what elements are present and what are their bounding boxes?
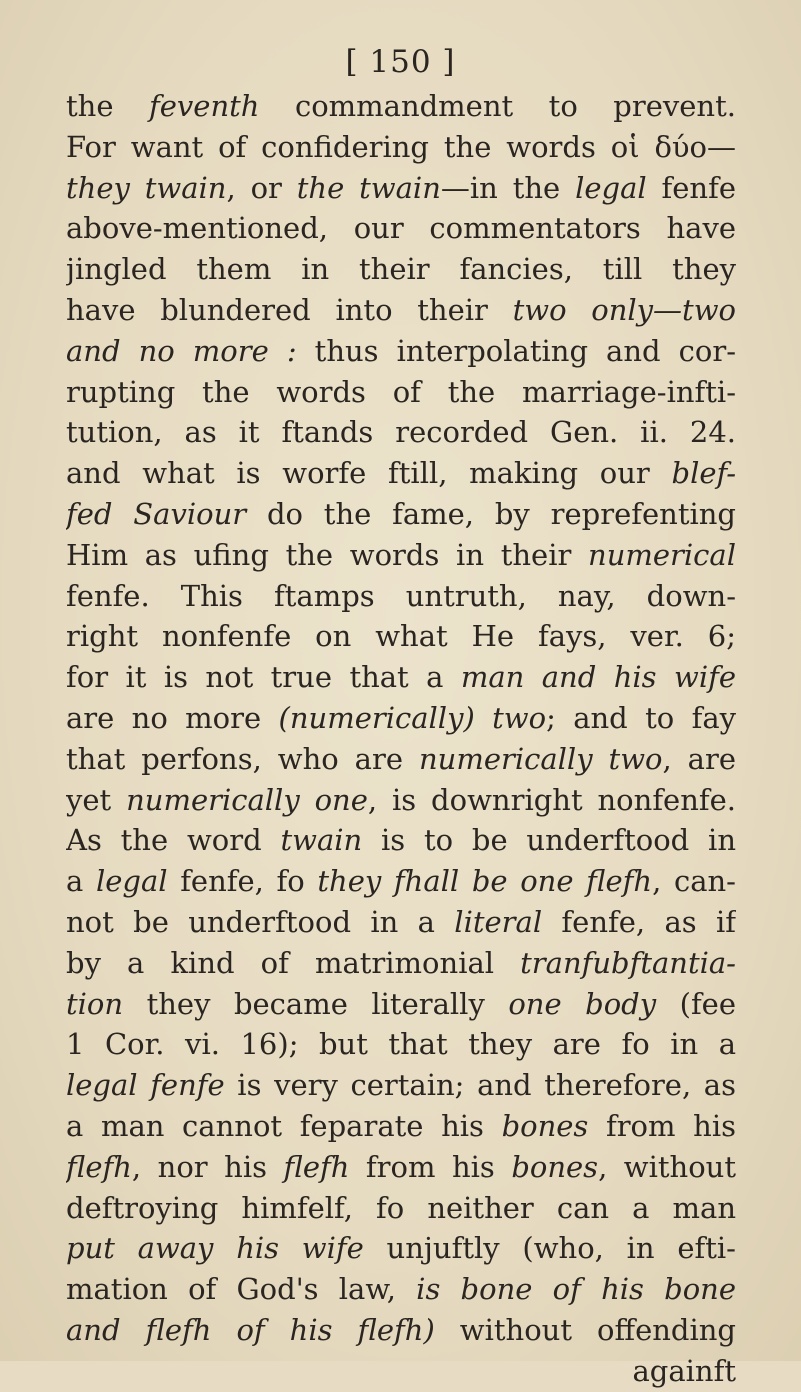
text-run: right nonfenfe on what He fays, ver. 6; — [66, 619, 736, 654]
text-run: , without — [598, 1149, 736, 1184]
text-run: thus interpolating and cor- — [296, 333, 736, 368]
text-line — [66, 249, 736, 290]
italic-run: is bone of his bone — [416, 1272, 736, 1307]
text-run: For want of confidering the words οἱ δύο— — [66, 129, 736, 164]
text-run: the — [66, 89, 149, 123]
text-run: not be underftood in a — [66, 904, 455, 939]
text-run: deftroying himfelf, fo neither can a man — [66, 1190, 736, 1225]
text-run: fenfe, as if — [542, 904, 736, 939]
italic-run: they fhall be one flefh — [317, 864, 653, 899]
text-run: fenfe. This ftamps untruth, nay, down- — [66, 578, 736, 613]
text-run: —in the — [440, 170, 576, 205]
italic-run: flefh — [66, 1149, 132, 1184]
italic-run: flefh — [283, 1149, 350, 1184]
italic-run: numerically two — [418, 741, 663, 776]
text-run: , can- — [652, 864, 736, 899]
text-line — [66, 698, 736, 739]
italic-run: and flefh of his flefh) — [66, 1312, 435, 1347]
italic-run: literal — [454, 904, 543, 939]
italic-run: and no more : — [66, 333, 297, 368]
text-line — [66, 780, 736, 821]
italic-run: legal — [575, 170, 647, 205]
text-line — [66, 657, 736, 698]
text-line — [66, 412, 736, 453]
text-run: , nor his — [131, 1149, 284, 1184]
text-run: fenfe — [646, 170, 736, 205]
text-run: unjuftly (who, in efti- — [363, 1231, 736, 1266]
italic-run: numerically one — [126, 782, 368, 817]
italic-run: feventh — [149, 89, 260, 123]
text-line — [66, 902, 736, 943]
text-line — [66, 1147, 736, 1188]
italic-run: bones — [501, 1108, 589, 1143]
italic-run: tranfubftantia- — [520, 945, 736, 980]
text-line — [66, 739, 736, 780]
text-line — [66, 1065, 736, 1106]
italic-run: put away his wife — [66, 1231, 364, 1266]
text-line — [66, 984, 736, 1025]
italic-run: (numerically) two — [278, 700, 547, 735]
text-line — [66, 820, 736, 861]
text-line — [66, 453, 736, 494]
text-line — [66, 943, 736, 984]
italic-run: two only—two — [512, 292, 736, 327]
text-run: are no more — [66, 700, 279, 735]
text-run: mation of God's law, — [66, 1272, 417, 1307]
text-run: againft — [632, 1353, 736, 1388]
text-run: , or — [226, 170, 297, 205]
text-run: yet — [66, 782, 127, 817]
body-text — [66, 86, 736, 1392]
italic-run: one body — [508, 986, 657, 1021]
text-line — [66, 1269, 736, 1310]
text-run: above-mentioned, our commentators have — [66, 211, 736, 246]
text-run: they became literally — [123, 986, 509, 1021]
italic-run: tion — [66, 986, 124, 1021]
italic-run: blef- — [671, 456, 736, 491]
page-number: [ 150 ] — [345, 44, 456, 80]
text-run: fenfe, fo — [167, 864, 318, 899]
italic-run: the twain — [296, 170, 441, 205]
text-line — [66, 535, 736, 576]
text-line — [66, 1310, 736, 1351]
text-run: 1 Cor. vi. 16); but that they are fo in a — [66, 1027, 736, 1062]
text-run: by a kind of matrimonial — [66, 945, 521, 980]
text-run: for it is not true that a — [66, 660, 461, 695]
text-line — [66, 1106, 736, 1147]
text-line — [66, 372, 736, 413]
text-line — [66, 861, 736, 902]
text-run: jingled them in their fancies, till they — [66, 252, 736, 287]
text-run: and what is worfe ftill, making our — [66, 456, 672, 491]
text-run: a — [66, 864, 96, 899]
italic-run: man and his wife — [460, 660, 736, 695]
text-run: from his — [588, 1108, 736, 1143]
italic-run: numerical — [588, 537, 736, 572]
text-line — [66, 86, 736, 127]
text-run: As the word — [66, 823, 281, 858]
text-run: is to be underftood in — [362, 823, 736, 858]
text-run: without offending — [434, 1312, 736, 1347]
text-run: tution, as it ftands recorded Gen. ii. 24. — [66, 415, 736, 450]
text-line — [66, 1188, 736, 1229]
text-run: have blundered into their — [66, 292, 513, 327]
text-line — [66, 1228, 736, 1269]
text-line — [66, 1351, 736, 1392]
text-run: is very certain; and therefore, as — [224, 1068, 736, 1103]
text-line — [66, 290, 736, 331]
text-line — [66, 127, 736, 168]
italic-run: bones — [511, 1149, 599, 1184]
italic-run: legal fenfe — [66, 1068, 225, 1103]
text-line — [66, 1024, 736, 1065]
text-run: commandment to prevent. — [259, 89, 736, 123]
text-line — [66, 494, 736, 535]
text-line — [66, 576, 736, 617]
text-run: Him as ufing the words in their — [66, 537, 589, 572]
text-run: from his — [349, 1149, 512, 1184]
text-run: a man cannot feparate his — [66, 1108, 502, 1143]
text-run: , are — [662, 741, 736, 776]
italic-run: they twain — [66, 170, 227, 205]
italic-run: twain — [280, 823, 363, 858]
italic-run: fed Saviour — [66, 496, 247, 531]
text-line — [66, 168, 736, 209]
text-line — [66, 616, 736, 657]
italic-run: legal — [95, 864, 168, 899]
text-line — [66, 331, 736, 372]
text-run: that perfons, who are — [66, 741, 419, 776]
text-line — [66, 208, 736, 249]
text-run: , is downright nonfenfe. — [367, 782, 736, 817]
text-run: (fee — [656, 986, 736, 1021]
text-run: ; and to fay — [546, 700, 736, 735]
text-run: do the fame, by reprefenting — [246, 496, 736, 531]
text-run: rupting the words of the marriage-infti- — [66, 374, 736, 409]
